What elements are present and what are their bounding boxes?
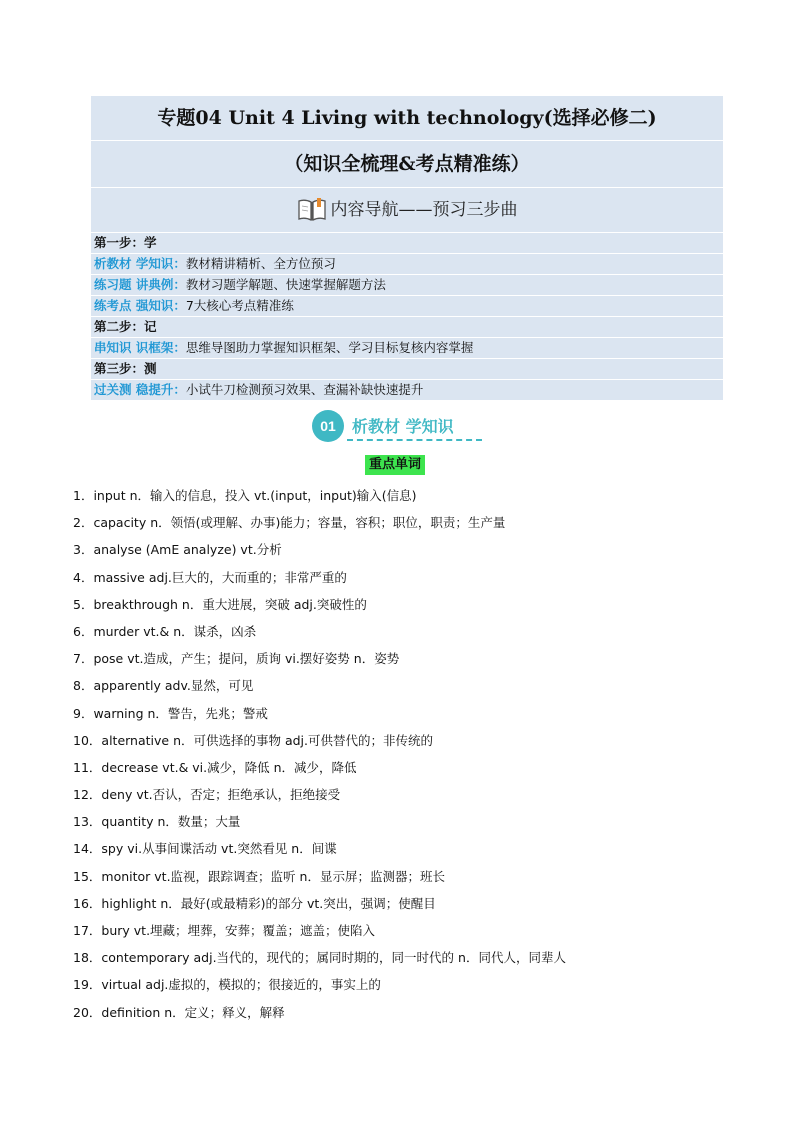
vocab-text: analyse (AmE analyze) vt.分析 bbox=[93, 542, 282, 558]
vocab-text: highlight n．最好(或最精彩)的部分 vt.突出，强调；使醒目 bbox=[101, 895, 436, 911]
step-item bbox=[91, 380, 723, 400]
header-box bbox=[91, 96, 723, 400]
vocab-item bbox=[73, 649, 763, 676]
vocab-item bbox=[73, 812, 763, 839]
step-heading bbox=[91, 317, 723, 338]
step-item bbox=[91, 338, 723, 359]
vocab-number: 16． bbox=[73, 895, 102, 911]
vocab-number: 17． bbox=[73, 923, 102, 938]
vocab-item bbox=[73, 894, 763, 921]
step-item-label: 串知识 识框架： bbox=[94, 340, 186, 355]
book-icon bbox=[297, 197, 327, 223]
vocab-number: 13． bbox=[73, 814, 102, 830]
vocab-number: 15． bbox=[73, 868, 102, 884]
keywords-label: 重点单词 bbox=[365, 455, 425, 475]
step-item-label: 练考点 强知识： bbox=[94, 298, 186, 313]
vocab-item bbox=[73, 1003, 763, 1030]
vocab-item bbox=[73, 568, 763, 595]
vocab-item bbox=[73, 758, 763, 785]
step-item-text: 思维导图助力掌握知识框架、学习目标复核内容掌握 bbox=[185, 340, 474, 355]
vocab-item bbox=[73, 704, 763, 731]
step-item-text: 教材精讲精析、全方位预习 bbox=[185, 256, 336, 271]
step-heading bbox=[91, 359, 723, 380]
vocab-item bbox=[73, 839, 763, 866]
vocab-number: 5． bbox=[73, 596, 94, 612]
step-item-text: 教材习题学解题、快速掌握解题方法 bbox=[185, 277, 386, 292]
vocab-number: 1． bbox=[73, 488, 94, 503]
step-item-label: 析教材 学知识： bbox=[94, 256, 186, 271]
vocab-text: pose vt.造成，产生；提问，质询 vi.摆好姿势 n．姿势 bbox=[93, 651, 400, 667]
vocab-number: 14． bbox=[73, 841, 102, 857]
step-item bbox=[91, 275, 723, 296]
vocab-item bbox=[73, 513, 763, 540]
step-heading-text: 第一步：学 bbox=[94, 235, 157, 250]
step-item bbox=[91, 254, 723, 275]
vocab-item bbox=[73, 867, 763, 894]
vocab-text: apparently adv.显然，可见 bbox=[93, 678, 254, 694]
step-heading-text: 第三步：测 bbox=[94, 361, 157, 376]
step-heading bbox=[91, 233, 723, 254]
vocab-number: 10． bbox=[73, 732, 102, 748]
doc-subtitle: （知识全梳理&考点精准练） bbox=[91, 141, 723, 188]
content-nav bbox=[91, 188, 723, 233]
vocab-number: 2． bbox=[73, 515, 94, 531]
vocab-number: 6． bbox=[73, 623, 94, 639]
vocab-number: 12． bbox=[73, 787, 102, 803]
vocab-text: virtual adj.虚拟的，模拟的；很接近的，事实上的 bbox=[101, 977, 381, 993]
doc-title: 专题04 Unit 4 Living with technology(选择必修二) bbox=[91, 96, 723, 141]
vocab-item bbox=[73, 595, 763, 622]
vocab-text: murder vt.& n．谋杀，凶杀 bbox=[93, 623, 257, 639]
vocab-number: 9． bbox=[73, 705, 94, 721]
vocab-text: contemporary adj.当代的，现代的；属同时期的，同一时代的 n．同代人，同辈人 bbox=[101, 950, 566, 966]
vocab-number: 4． bbox=[73, 569, 94, 585]
vocab-list bbox=[73, 486, 763, 1030]
vocab-text: quantity n．数量；大量 bbox=[101, 814, 241, 830]
vocab-item bbox=[73, 921, 763, 948]
vocab-item bbox=[73, 622, 763, 649]
section-underline bbox=[347, 439, 482, 441]
vocab-number: 8． bbox=[73, 678, 94, 694]
vocab-number: 19． bbox=[73, 977, 102, 993]
vocab-text: deny vt.否认，否定；拒绝承认，拒绝接受 bbox=[101, 787, 341, 803]
section-badge bbox=[312, 410, 492, 442]
vocab-item bbox=[73, 785, 763, 812]
vocab-text: alternative n．可供选择的事物 adj.可供替代的；非传统的 bbox=[101, 732, 434, 748]
vocab-text: input n．输入的信息，投入 vt.(input，input)输入(信息) bbox=[93, 488, 417, 503]
vocab-text: monitor vt.监视，跟踪调查；监听 n．显示屏；监测器；班长 bbox=[101, 868, 445, 884]
section-title: 析教材 学知识 bbox=[352, 417, 454, 436]
step-item bbox=[91, 296, 723, 317]
vocab-text: decrease vt.& vi.减少，降低 n．减少，降低 bbox=[101, 759, 357, 775]
vocab-item bbox=[73, 731, 763, 758]
nav-title: 内容导航——预习三步曲 bbox=[330, 200, 518, 220]
step-item-label: 过关测 稳提升： bbox=[94, 382, 186, 397]
vocab-text: massive adj.巨大的，大而重的；非常严重的 bbox=[93, 569, 347, 585]
vocab-text: definition n．定义；释义，解释 bbox=[101, 1004, 285, 1020]
vocab-number: 3． bbox=[73, 542, 94, 558]
step-item-text: 小试牛刀检测预习效果、查漏补缺快速提升 bbox=[185, 382, 424, 397]
vocab-text: bury vt.埋藏；埋葬，安葬；覆盖；遮盖；使陷入 bbox=[101, 923, 376, 938]
vocab-item bbox=[73, 948, 763, 975]
vocab-text: breakthrough n．重大进展，突破 adj.突破性的 bbox=[93, 596, 367, 612]
vocab-item bbox=[73, 540, 763, 567]
step-heading-text: 第二步：记 bbox=[94, 319, 157, 334]
steps-list bbox=[91, 233, 723, 400]
vocab-item bbox=[73, 975, 763, 1002]
section-number: 01 bbox=[312, 410, 344, 442]
vocab-item bbox=[73, 676, 763, 703]
vocab-text: spy vi.从事间谍活动 vt.突然看见 n．间谍 bbox=[101, 841, 337, 857]
vocab-number: 7． bbox=[73, 651, 94, 667]
vocab-text: warning n．警告，先兆；警戒 bbox=[93, 705, 268, 721]
vocab-number: 11． bbox=[73, 759, 102, 775]
vocab-number: 20． bbox=[73, 1004, 102, 1020]
vocab-number: 18． bbox=[73, 950, 102, 966]
vocab-item bbox=[73, 486, 763, 513]
vocab-text: capacity n．领悟(或理解、办事)能力；容量，容积；职位，职责；生产量 bbox=[93, 515, 506, 531]
step-item-label: 练习题 讲典例： bbox=[94, 277, 186, 292]
step-item-text: 7大核心考点精准练 bbox=[185, 298, 294, 313]
